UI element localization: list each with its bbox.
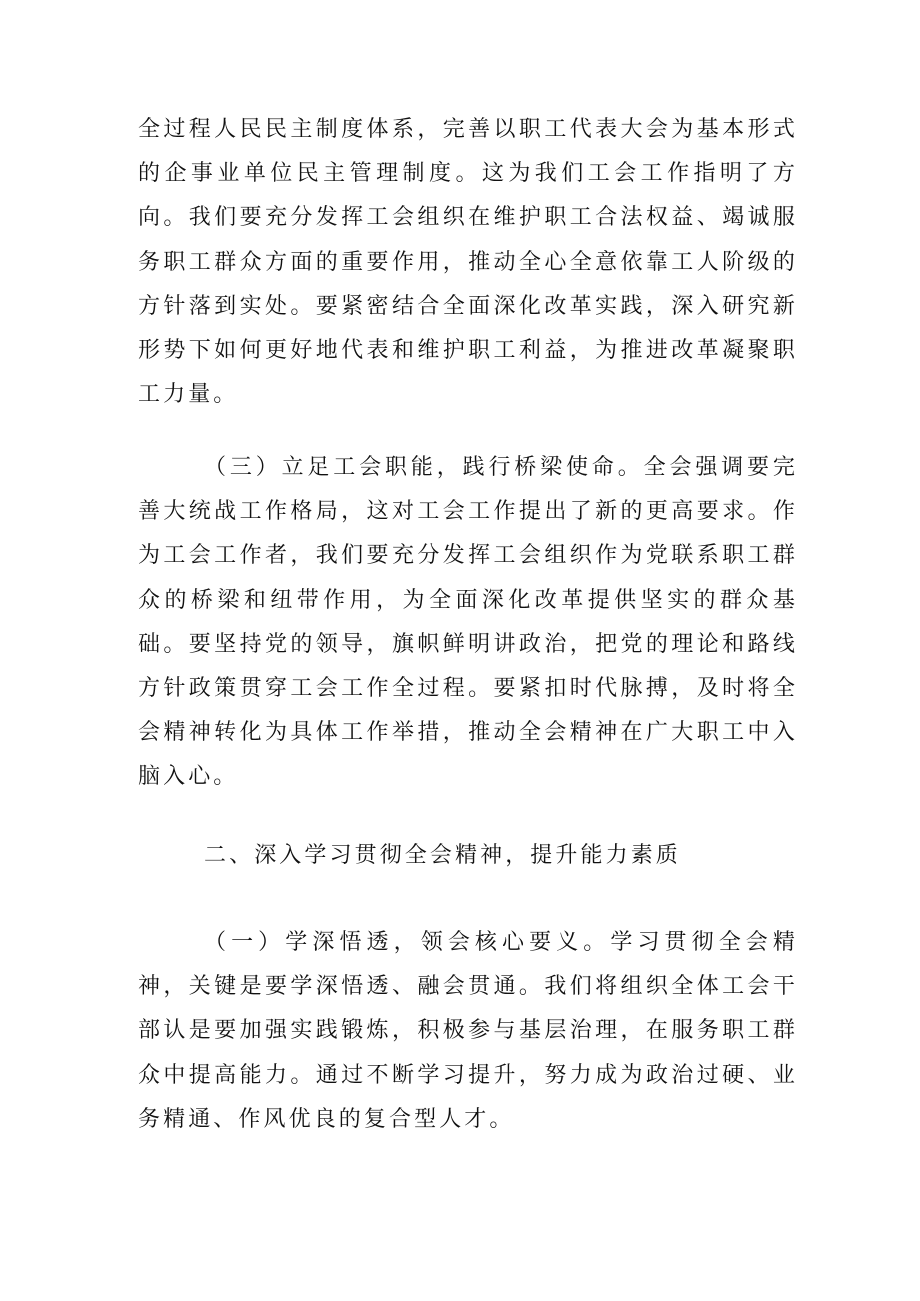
paragraph-continuation: 全过程人民民主制度体系，完善以职工代表大会为基本形式的企事业单位民主管理制度。这为我们工会工作指明了方向。我们要充分发挥工会组织在维护职工合法权益、竭诚服务职工群众方面的重要作用，推动全心全意依靠工人阶级的方针落到实处。要紧密结合全面深化改革实践，深入研究新形势下如何更好地代表和维护职工利益，为推进改革凝聚职工力量。 [138, 117, 798, 408]
section-heading-two: 二、深入学习贯彻全会精神，提升能力素质 [204, 843, 681, 868]
paragraph-section-three: （三）立足工会职能，践行桥梁使命。全会强调要完善大统战工作格局，这对工会工作提出了新的更高要求。作为工会工作者，我们要充分发挥工会组织作为党联系职工群众的桥梁和纽带作用，为全面深化改革提供坚实的群众基础。要坚持党的领导，旗帜鲜明讲政治，把党的理论和路线方针政策贯穿工会工作全过程。要紧扣时代脉搏，及时将全会精神转化为具体工作举措，推动全会精神在广大职工中入脑入心。 [138, 455, 798, 790]
paragraph-subsection-one: （一）学深悟透，领会核心要义。学习贯彻全会精神，关键是要学深悟透、融会贯通。我们将组织全体工会干部认是要加强实践锻炼，积极参与基层治理，在服务职工群众中提高能力。通过不断学习提升，努力成为政治过硬、业务精通、作风优良的复合型人才。 [138, 930, 798, 1132]
